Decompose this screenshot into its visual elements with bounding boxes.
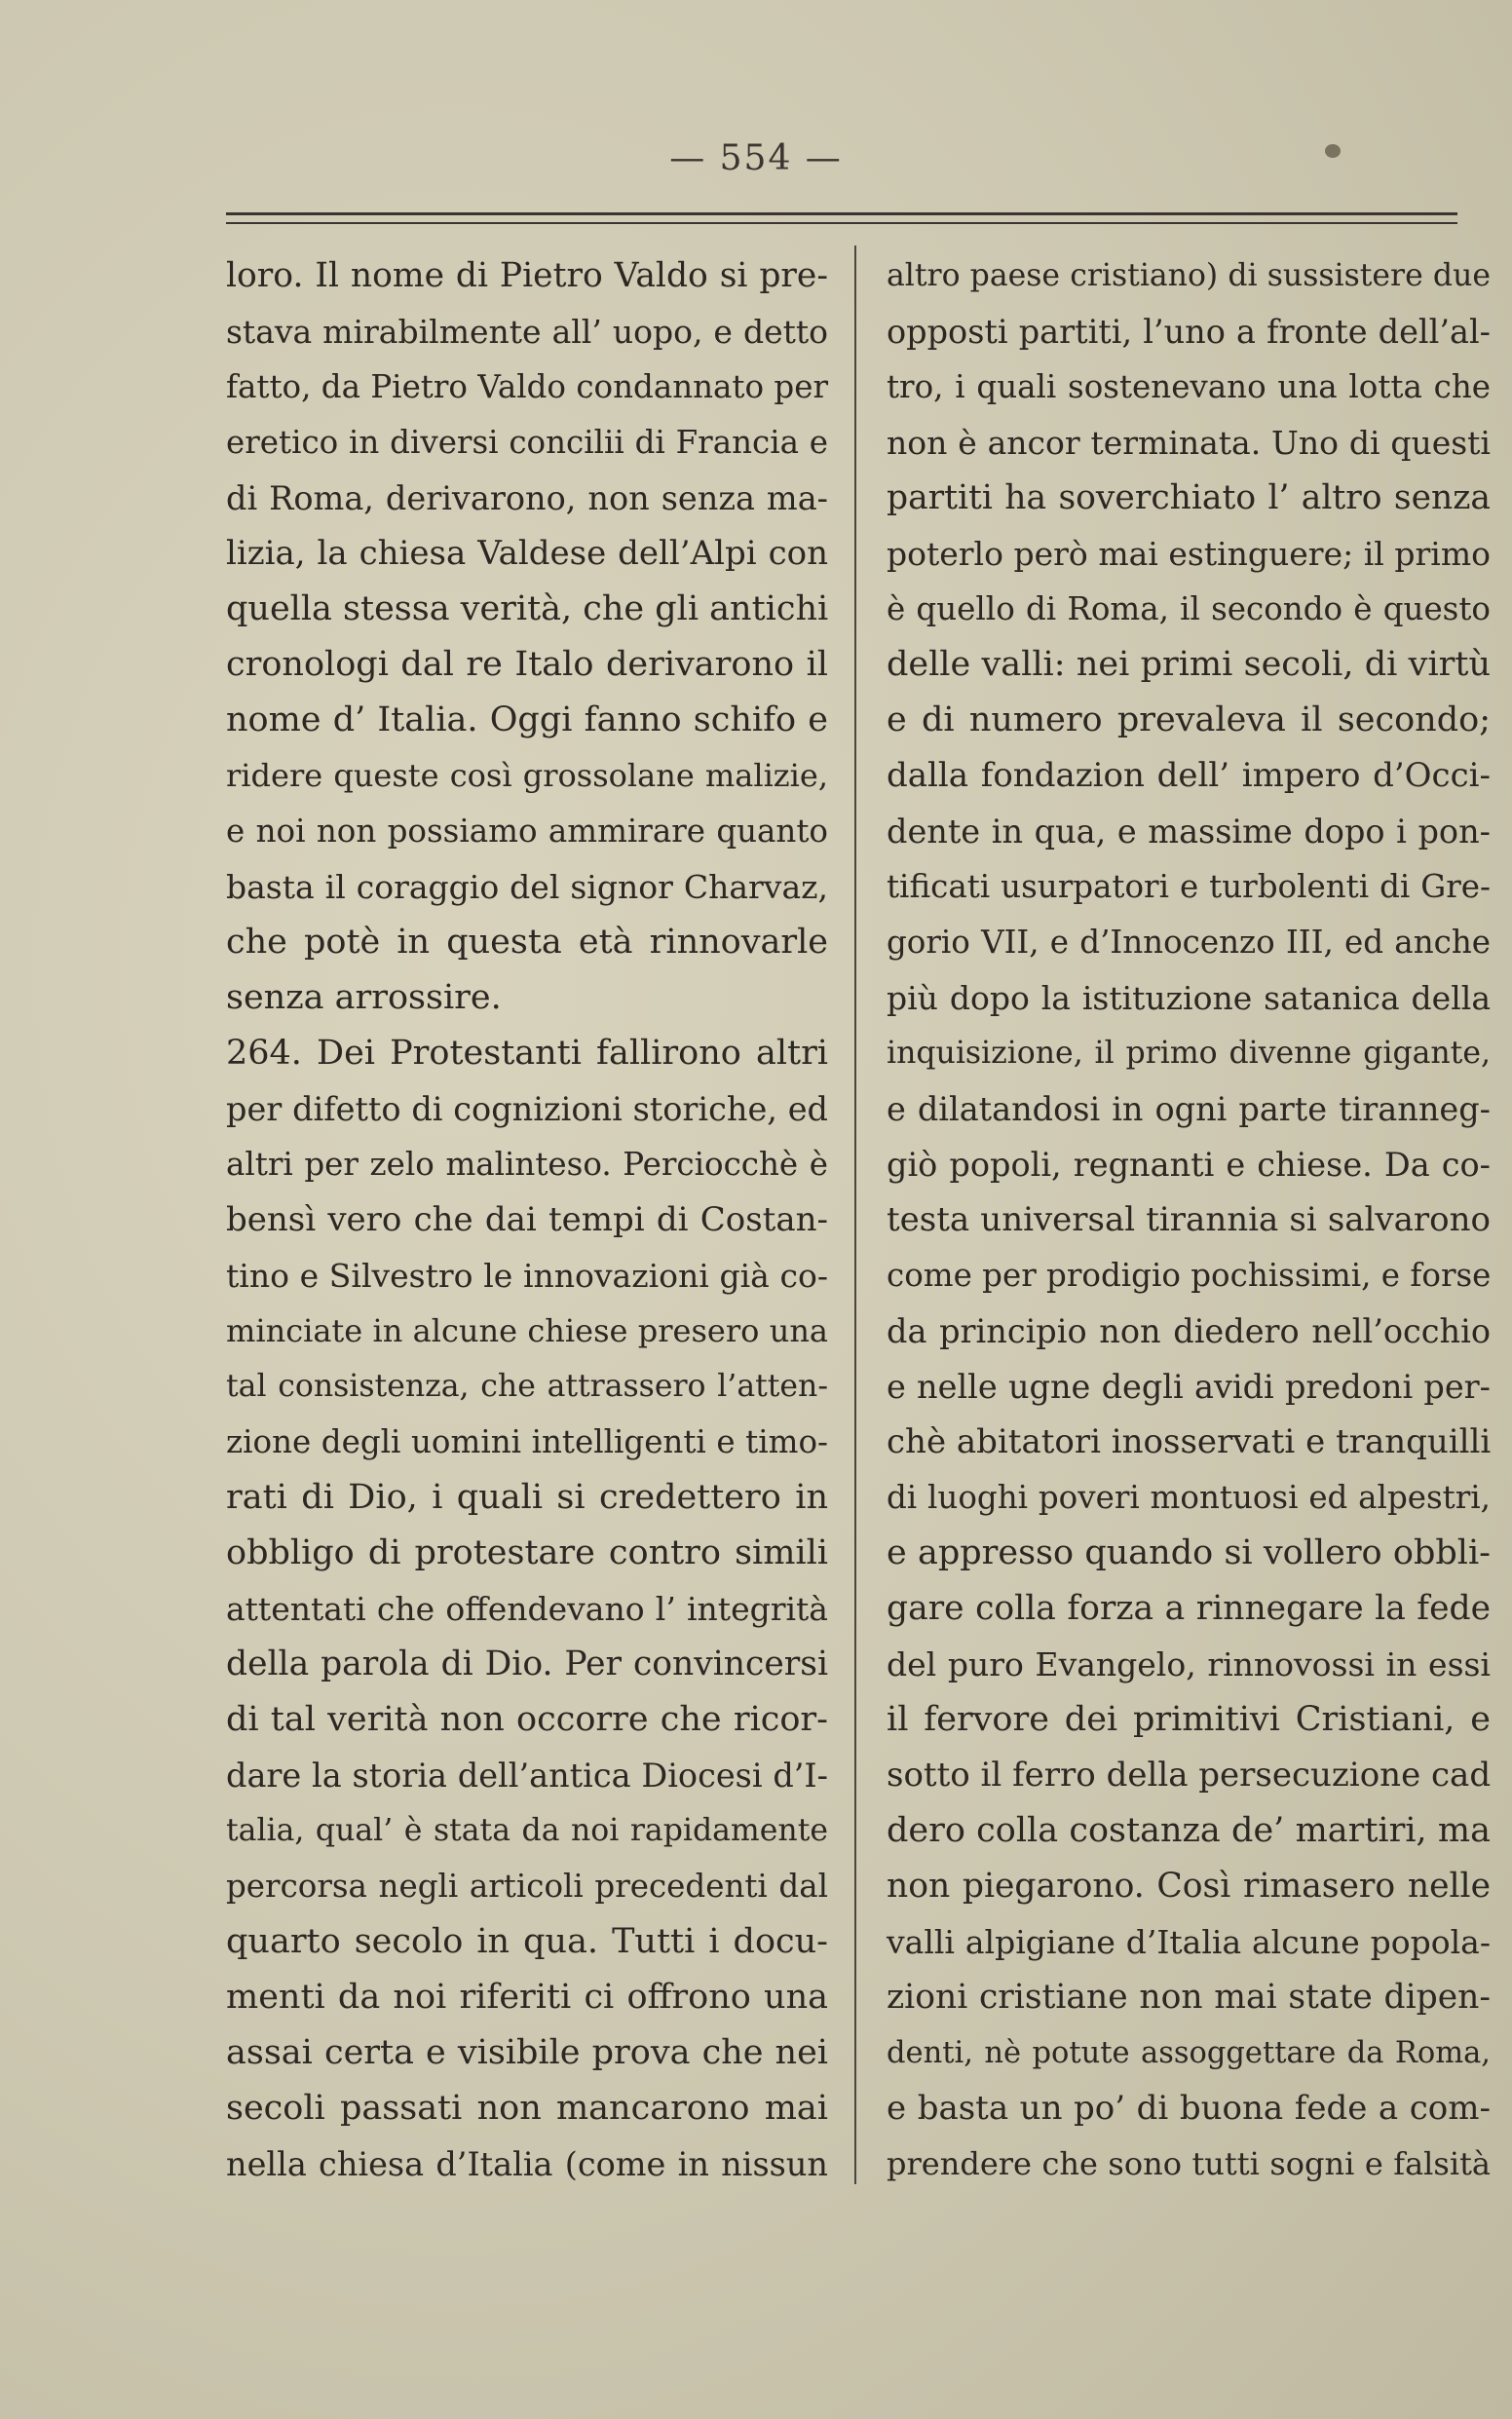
text-line: più dopo la istituzione satanica della	[887, 979, 1491, 1017]
text-line: tal consistenza, che attrassero l’atten-	[226, 1369, 828, 1404]
text-line: da principio non diedero nell’occhio	[887, 1312, 1491, 1350]
text-line: nome d’ Italia. Oggi fanno schifo e	[226, 700, 828, 739]
text-line: percorsa negli articoli precedenti dal	[226, 1868, 828, 1905]
text-line: testa universal tirannia si salvarono	[887, 1200, 1491, 1239]
text-line: assai certa e visibile prova che nei	[226, 2033, 828, 2072]
text-line: tificati usurpatori e turbolenti di Gre-	[887, 868, 1491, 905]
text-line: zione degli uomini intelligenti e timo-	[226, 1423, 828, 1460]
text-line: stava mirabilmente all’ uopo, e detto	[226, 313, 828, 351]
text-line: come per prodigio pochissimi, e forse	[887, 1257, 1492, 1294]
text-line: obbligo di protestare contro simili	[226, 1533, 828, 1572]
text-line: e noi non possiamo ammirare quanto	[226, 813, 828, 850]
text-line: minciate in alcune chiese presero una	[226, 1312, 828, 1349]
text-line: della parola di Dio. Per convincersi	[226, 1644, 828, 1683]
text-line: e appresso quando si vollero obbli-	[887, 1533, 1491, 1572]
text-line: menti da noi riferiti ci offrono una	[226, 1978, 828, 2017]
text-line: quarto secolo in qua. Tutti i docu-	[226, 1922, 828, 1961]
text-line: secoli passati non mancarono mai	[226, 2089, 828, 2128]
text-line: nella chiesa d’Italia (come in nissun	[226, 2145, 828, 2183]
text-line: inquisizione, il primo divenne gigante,	[887, 1036, 1491, 1071]
text-line: cronologi dal re Italo derivarono il	[226, 645, 828, 684]
text-line: per difetto di cognizioni storiche, ed	[226, 1090, 828, 1128]
text-line: ridere queste così grossolane malizie,	[226, 757, 828, 794]
text-line: attentati che offendevano l’ integrità	[226, 1590, 828, 1628]
text-line: opposti partiti, l’uno a fronte dell’al-	[887, 313, 1491, 351]
text-line: loro. Il nome di Pietro Valdo si pre-	[226, 256, 828, 295]
text-line: dente in qua, e massime dopo i pon-	[887, 813, 1491, 850]
text-line: dalla fondazion dell’ impero d’Occi-	[887, 756, 1491, 795]
text-line: chè abitatori inosservati e tranquilli	[887, 1422, 1492, 1461]
text-line: altro paese cristiano) di sussistere due	[887, 258, 1491, 293]
text-line: che potè in questa età rinnovarle	[226, 923, 828, 962]
text-line: non è ancor terminata. Uno di questi	[887, 424, 1491, 462]
text-line: del puro Evangelo, rinnovossi in essi	[887, 1645, 1491, 1683]
text-line: bensì vero che dai tempi di Costan-	[226, 1200, 828, 1239]
text-line: valli alpigiane d’Italia alcune popola-	[887, 1923, 1491, 1961]
text-line: tro, i quali sostenevano una lotta che	[887, 368, 1491, 405]
text-line: fatto, da Pietro Valdo condannato per	[226, 368, 828, 405]
text-line: eretico in diversi concilii di Francia e	[226, 424, 828, 461]
text-line: giò popoli, regnanti e chiese. Da co-	[887, 1146, 1491, 1184]
text-line: basta il coraggio del signor Charvaz,	[226, 868, 828, 906]
text-line: denti, nè potute assoggettare da Roma,	[887, 2036, 1491, 2070]
header-rule-thin	[226, 222, 1457, 224]
text-line: il fervore dei primitivi Cristiani, e	[887, 1700, 1491, 1739]
text-line: e dilatandosi in ogni parte tiranneg-	[887, 1090, 1491, 1128]
text-line: senza arrossire.	[226, 978, 502, 1017]
column-divider	[854, 246, 856, 2184]
text-line: di Roma, derivarono, non senza ma-	[226, 479, 828, 517]
right-text-column	[887, 248, 1491, 2192]
text-line: quella stessa verità, che gli antichi	[226, 589, 829, 628]
text-line: altri per zelo malinteso. Perciocchè è	[226, 1146, 828, 1183]
text-line: lizia, la chiesa Valdese dell’Alpi con	[226, 534, 828, 573]
text-line: tino e Silvestro le innovazioni già co-	[226, 1257, 828, 1295]
text-line: delle valli: nei primi secoli, di virtù	[887, 645, 1491, 684]
text-line: talia, qual’ è stata da noi rapidamente	[226, 1813, 828, 1848]
left-text-column	[226, 248, 828, 2192]
text-line: dare la storia dell’antica Diocesi d’I-	[226, 1757, 828, 1795]
text-line: partiti ha soverchiato l’ altro senza	[887, 478, 1491, 517]
text-line: e basta un po’ di buona fede a com-	[887, 2089, 1491, 2128]
text-line: dero colla costanza de’ martiri, ma	[887, 1811, 1491, 1850]
text-line: prendere che sono tutti sogni e falsità	[887, 2145, 1491, 2182]
page-number: — 554 —	[669, 138, 843, 178]
text-line: zioni cristiane non mai state dipen-	[887, 1978, 1491, 2017]
text-line: gorio VII, e d’Innocenzo III, ed anche	[887, 924, 1491, 961]
text-line: 264. Dei Protestanti fallirono altri	[226, 1034, 828, 1073]
text-line: rati di Dio, i quali si credettero in	[226, 1478, 828, 1517]
text-line: non piegarono. Così rimasero nelle	[887, 1867, 1491, 1906]
text-line: e di numero prevaleva il secondo;	[887, 700, 1491, 739]
text-line: e nelle ugne degli avidi predoni per-	[887, 1368, 1491, 1406]
header-rule-thick	[226, 212, 1457, 215]
text-line: poterlo però mai estinguere; il primo	[887, 535, 1491, 573]
text-line: di luoghi poveri montuosi ed alpestri,	[887, 1479, 1491, 1516]
text-line: sotto il ferro della persecuzione cad	[887, 1756, 1492, 1795]
text-line: di tal verità non occorre che ricor-	[226, 1700, 828, 1739]
text-line: è quello di Roma, il secondo è questo	[887, 590, 1491, 627]
text-line: gare colla forza a rinnegare la fede	[887, 1589, 1491, 1628]
